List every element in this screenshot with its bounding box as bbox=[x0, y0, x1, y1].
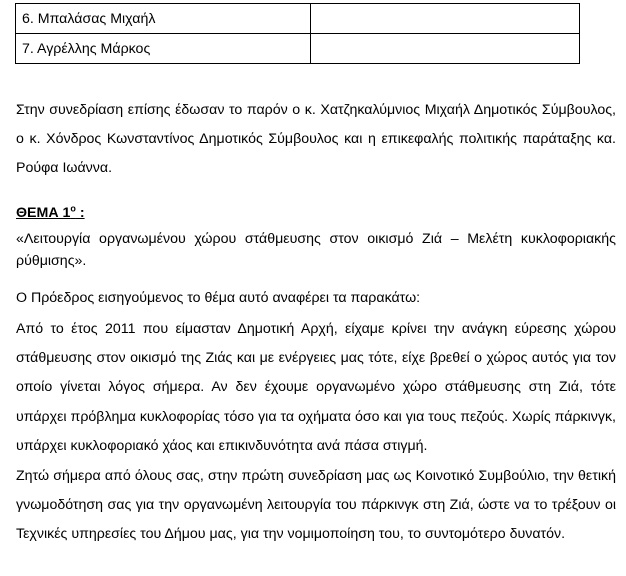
body-paragraph-1: Από το έτος 2011 που είμασταν Δημοτική Αρχή, είχαμε κρίνει την ανάγκη εύρεσης χώρου στάθμευσης στον οικισμό της Ζιάς και με ενέργειες μας τότε, είχε βρεθεί ο χώρος αυτός για τον οποίο γίνεται λόγος σήμερα. Αν δεν έχουμε οργανωμένο χώρο στάθμευσης στη Ζιά, τότε υπάρχει πρόβλημα κυκλοφορίας τόσο για τα οχήματα όσο και για τους πεζούς. Χωρίς πάρκινγκ, υπάρχει κυκλοφοριακό χάος και επικινδυνότητα ανά πάσα στιγμή. bbox=[16, 321, 616, 454]
member-extra-cell bbox=[310, 34, 579, 64]
topic-title: «Λειτουργία οργανωμένου χώρου στάθμευσης στον οικισμό Ζιά – Μελέτη κυκλοφοριακής ρύθμισης». bbox=[16, 231, 616, 269]
member-extra-cell bbox=[310, 4, 579, 34]
members-table bbox=[15, 3, 580, 64]
table-row bbox=[16, 34, 580, 64]
member-name-cell: 7. Αγρέλλης Μάρκος bbox=[16, 34, 311, 64]
table-row bbox=[16, 4, 580, 34]
topic-heading-prefix: ΘΕΜΑ 1 bbox=[16, 205, 71, 221]
topic-heading-suffix: : bbox=[75, 205, 85, 221]
body-paragraph-2: Ζητώ σήμερα από όλους σας, στην πρώτη συνεδρίαση μας ως Κοινοτικό Συμβούλιο, την θετική γνωμοδότηση σας για την οργανωμένη λειτουργία του πάρκινγκ στη Ζιά, ώστε να το τρέξουν οι Τεχνικές υπηρεσίες του Δήμου μας, για την νομιμοποίηση του, το συντομότερο δυνατόν. bbox=[16, 468, 616, 543]
member-name-cell: 6. Μπαλάσας Μιχαήλ bbox=[16, 4, 311, 34]
topic-heading-superscript: ο bbox=[70, 203, 76, 214]
topic-heading bbox=[16, 203, 616, 223]
attendance-paragraph: Στην συνεδρίαση επίσης έδωσαν το παρόν ο κ. Χατζηκαλύμνιος Μιχαήλ Δημοτικός Σύμβουλος, ο κ. Χόνδρος Κωνσταντίνος Δημοτικός Σύμβουλος και η επικεφαλής πολιτικής παράταξης κα. Ρούφα Ιωάννα. bbox=[16, 102, 616, 177]
intro-paragraph: Ο Πρόεδρος εισηγούμενος το θέμα αυτό αναφέρει τα παρακάτω: bbox=[16, 290, 421, 306]
